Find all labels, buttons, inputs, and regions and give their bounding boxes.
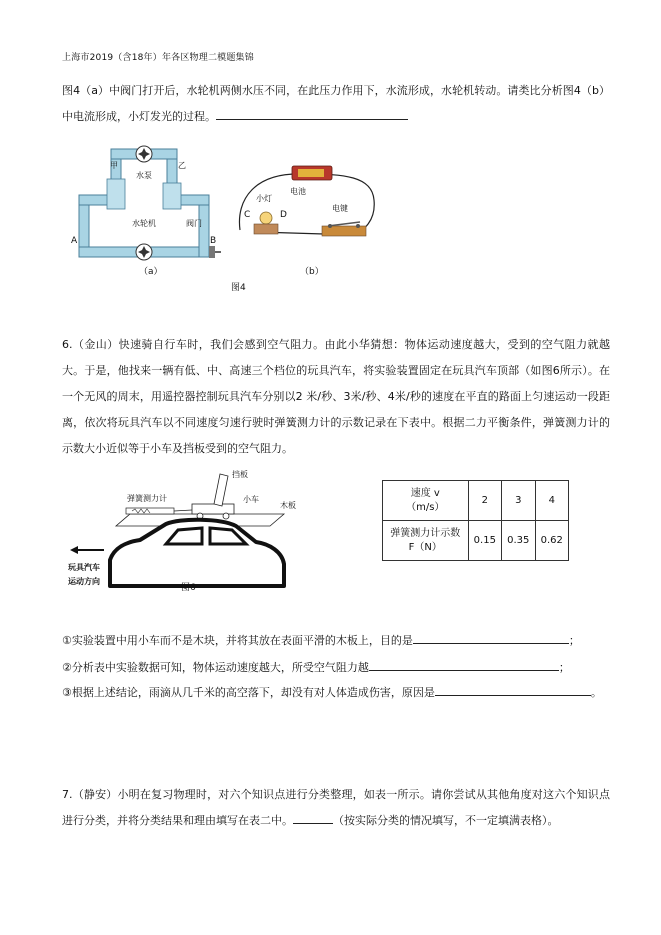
label-direction-1: 玩具汽车: [68, 563, 100, 572]
label-yi: 乙: [178, 161, 186, 170]
speed-force-table: [382, 480, 569, 561]
figure-6-car-apparatus: [70, 468, 310, 590]
figure-4b-caption: （b）: [300, 267, 324, 277]
table-header-speed: 速度 v （m/s）: [383, 481, 469, 521]
label-dangban: 挡板: [232, 470, 248, 479]
table-cell: 3: [502, 481, 535, 521]
label-shuilunji: 水轮机: [132, 219, 156, 228]
answer-blank-q4[interactable]: [216, 106, 408, 120]
question-7-text: 7.（静安）小明在复习物理时，对六个知识点进行分类整理，如表一所示。请你尝试从其他角度对这六个知识点进行分类，并将分类结果和理由填写在表二中。 （按实际分类的情况填写，不一定填满表格）。: [62, 788, 610, 827]
label-xiaodeng: 小灯: [256, 194, 272, 203]
sub-question-2: ②分析表中实验数据可知，物体运动速度越大，所受空气阻力越 ；: [62, 657, 570, 675]
sub-question-3: ③根据上述结论，雨滴从几千米的高空落下，却没有对人体造成伤害，原因是 。: [62, 682, 602, 700]
page-header: 上海市2019（含18年）年各区物理二模题集锦: [62, 53, 254, 63]
label-jia: 甲: [110, 161, 118, 170]
label-famen: 阀门: [186, 219, 202, 228]
figure-4-caption: 图4: [231, 283, 246, 293]
label-C: C: [244, 210, 251, 220]
question-4-text: [62, 78, 610, 130]
sub-question-1: ①实验装置中用小车而不是木块，并将其放在表面平滑的木板上，目的是 ；: [62, 630, 580, 648]
label-dianchi: 电池: [290, 187, 306, 196]
label-A: A: [71, 236, 78, 246]
answer-blank-1[interactable]: [413, 630, 569, 644]
figure-6-caption: 图6: [181, 583, 196, 593]
label-cejili: 弹簧测力计: [127, 494, 167, 503]
label-xiaoche: 小车: [243, 495, 259, 504]
figure-4a-caption: （a）: [139, 267, 163, 277]
label-D: D: [280, 210, 287, 220]
label-dianjian: 电键: [332, 204, 348, 213]
answer-blank-2[interactable]: [369, 657, 559, 671]
table-cell: 0.62: [535, 521, 568, 561]
question-4-body: 图4（a）中阀门打开后，水轮机两侧水压不同，在此压力作用下，水流形成，水轮机转动。请类比分析图4（b）中电流形成，小灯发光的过程。: [62, 84, 610, 123]
table-cell: 0.35: [502, 521, 535, 561]
figure-4a-water-circuit: [65, 135, 235, 275]
label-B: B: [210, 236, 217, 246]
label-direction-2: 运动方向: [68, 577, 100, 586]
table-cell: 0.15: [468, 521, 501, 561]
answer-blank-q7[interactable]: [293, 810, 333, 824]
table-header-force: 弹簧测力计示数 F（N）: [383, 521, 469, 561]
label-shuiben: 水泵: [136, 171, 152, 180]
table-cell: 2: [468, 481, 501, 521]
table-row: [383, 481, 569, 521]
table-cell: 4: [535, 481, 568, 521]
answer-blank-3[interactable]: [435, 682, 591, 696]
table-row: [383, 521, 569, 561]
question-6-text: 6.（金山）快速骑自行车时，我们会感到空气阻力。由此小华猜想：物体运动速度越大，受到的空气阻力就越大。于是，他找来一辆有低、中、高速三个档位的玩具汽车，将实验装置固定在玩具汽车顶部（如图6所示）。在一个无风的周末，用遥控器控制玩具汽车分别以2 米/秒、3米/秒、4米/秒的速度在平直的路面上匀速运动一段距离，依次将玩具汽车以不同速度匀速行驶时弹簧测力计的示数记录在下表中。根据二力平衡条件，弹簧测力计的示数大小近似等于小车及挡板受到的空气阻力。: [62, 338, 610, 455]
label-muban: 木板: [280, 501, 296, 510]
